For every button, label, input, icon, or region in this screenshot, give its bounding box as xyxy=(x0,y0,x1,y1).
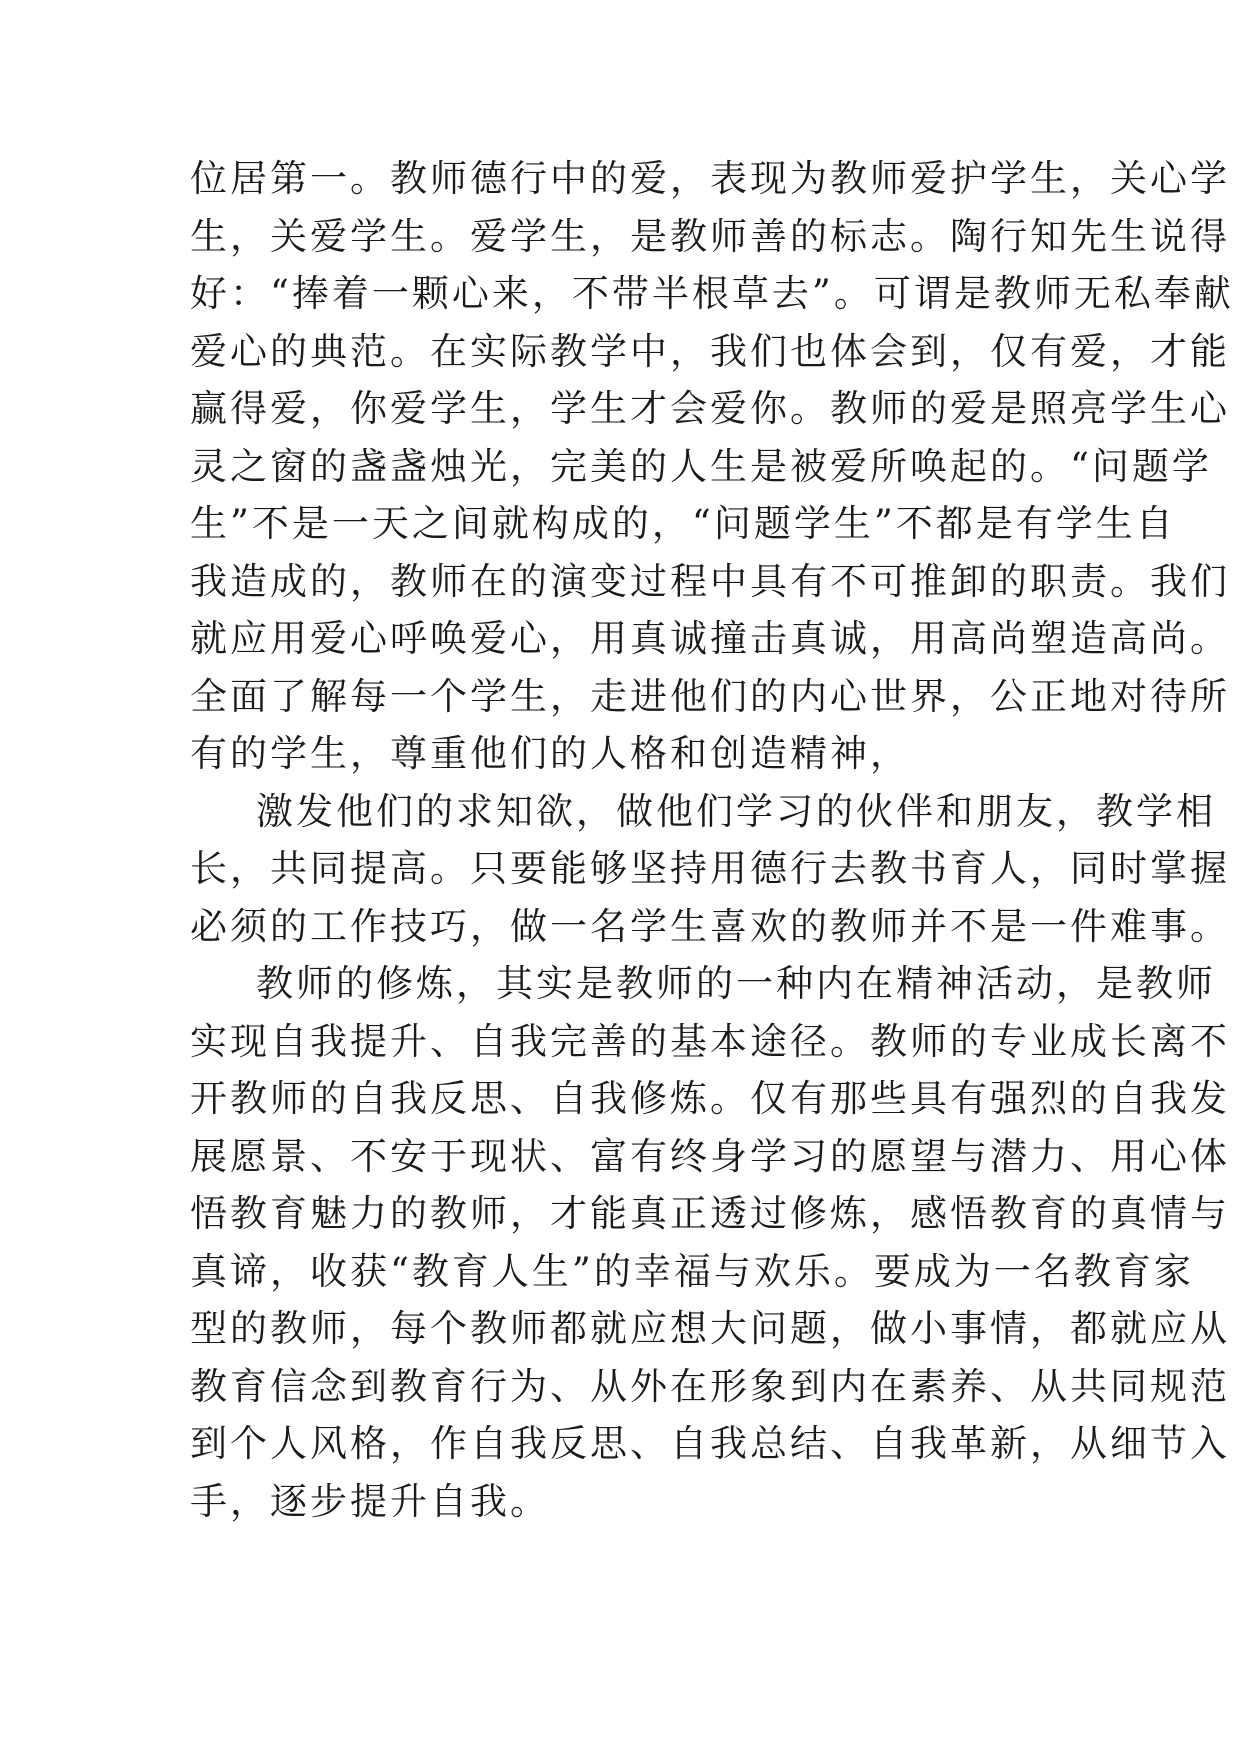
text-line: 好：“捧着一颗心来，不带半根草去”。可谓是教师无私奉献 xyxy=(190,272,1234,315)
text-line: 爱心的典范。在实际教学中，我们也体会到，仅有爱，才能 xyxy=(190,329,1230,373)
text-line: 生”不是一天之间就构成的，“问题学生”不都是有学生自 xyxy=(190,502,1176,545)
text-line: 位居第一。教师德行中的爱，表现为教师爱护学生，关心学 xyxy=(190,157,1230,200)
text-line: 到个人风格，作自我反思、自我总结、自我革新，从细节入 xyxy=(190,1422,1230,1465)
text-line: 手，逐步提升自我。 xyxy=(190,1479,550,1523)
text-line: 就应用爱心呼唤爱心，用真诚撞击真诚，用高尚塑造高尚。 xyxy=(190,617,1230,660)
text-line: 生，关爱学生。爱学生，是教师善的标志。陶行知先生说得 xyxy=(190,214,1230,258)
paragraph-first-line: 激发他们的求知欲，做他们学习的伙伴和朋友，教学相 xyxy=(256,789,1216,833)
text-line: 实现自我提升、自我完善的基本途径。教师的专业成长离不 xyxy=(190,1019,1230,1063)
paragraph-first-line: 教师的修炼，其实是教师的一种内在精神活动，是教师 xyxy=(256,962,1216,1005)
text-line: 展愿景、不安于现状、富有终身学习的愿望与潜力、用心体 xyxy=(190,1134,1230,1178)
text-line: 灵之窗的盏盏烛光，完美的人生是被爱所唤起的。“问题学 xyxy=(190,444,1212,488)
text-line: 悟教育魅力的教师，才能真正透过修炼，感悟教育的真情与 xyxy=(190,1192,1230,1235)
text-line: 全面了解每一个学生，走进他们的内心世界，公正地对待所 xyxy=(190,674,1230,718)
text-line: 必须的工作技巧，做一名学生喜欢的教师并不是一件难事。 xyxy=(190,904,1230,948)
text-line: 赢得爱，你爱学生，学生才会爱你。教师的爱是照亮学生心 xyxy=(190,387,1230,430)
body-text xyxy=(190,150,1234,1530)
text-line: 有的学生，尊重他们的人格和创造精神， xyxy=(190,732,910,775)
text-line: 真谛，收获“教育人生”的幸福与欢乐。要成为一名教育家 xyxy=(190,1249,1194,1293)
text-line: 开教师的自我反思、自我修炼。仅有那些具有强烈的自我发 xyxy=(190,1077,1230,1120)
text-line: 长，共同提高。只要能够坚持用德行去教书育人，同时掌握 xyxy=(190,847,1230,890)
text-line: 我造成的，教师在的演变过程中具有不可推卸的职责。我们 xyxy=(190,559,1230,603)
text-line: 教育信念到教育行为、从外在形象到内在素养、从共同规范 xyxy=(190,1364,1230,1408)
text-line: 型的教师，每个教师都就应想大问题，做小事情，都就应从 xyxy=(190,1307,1230,1350)
